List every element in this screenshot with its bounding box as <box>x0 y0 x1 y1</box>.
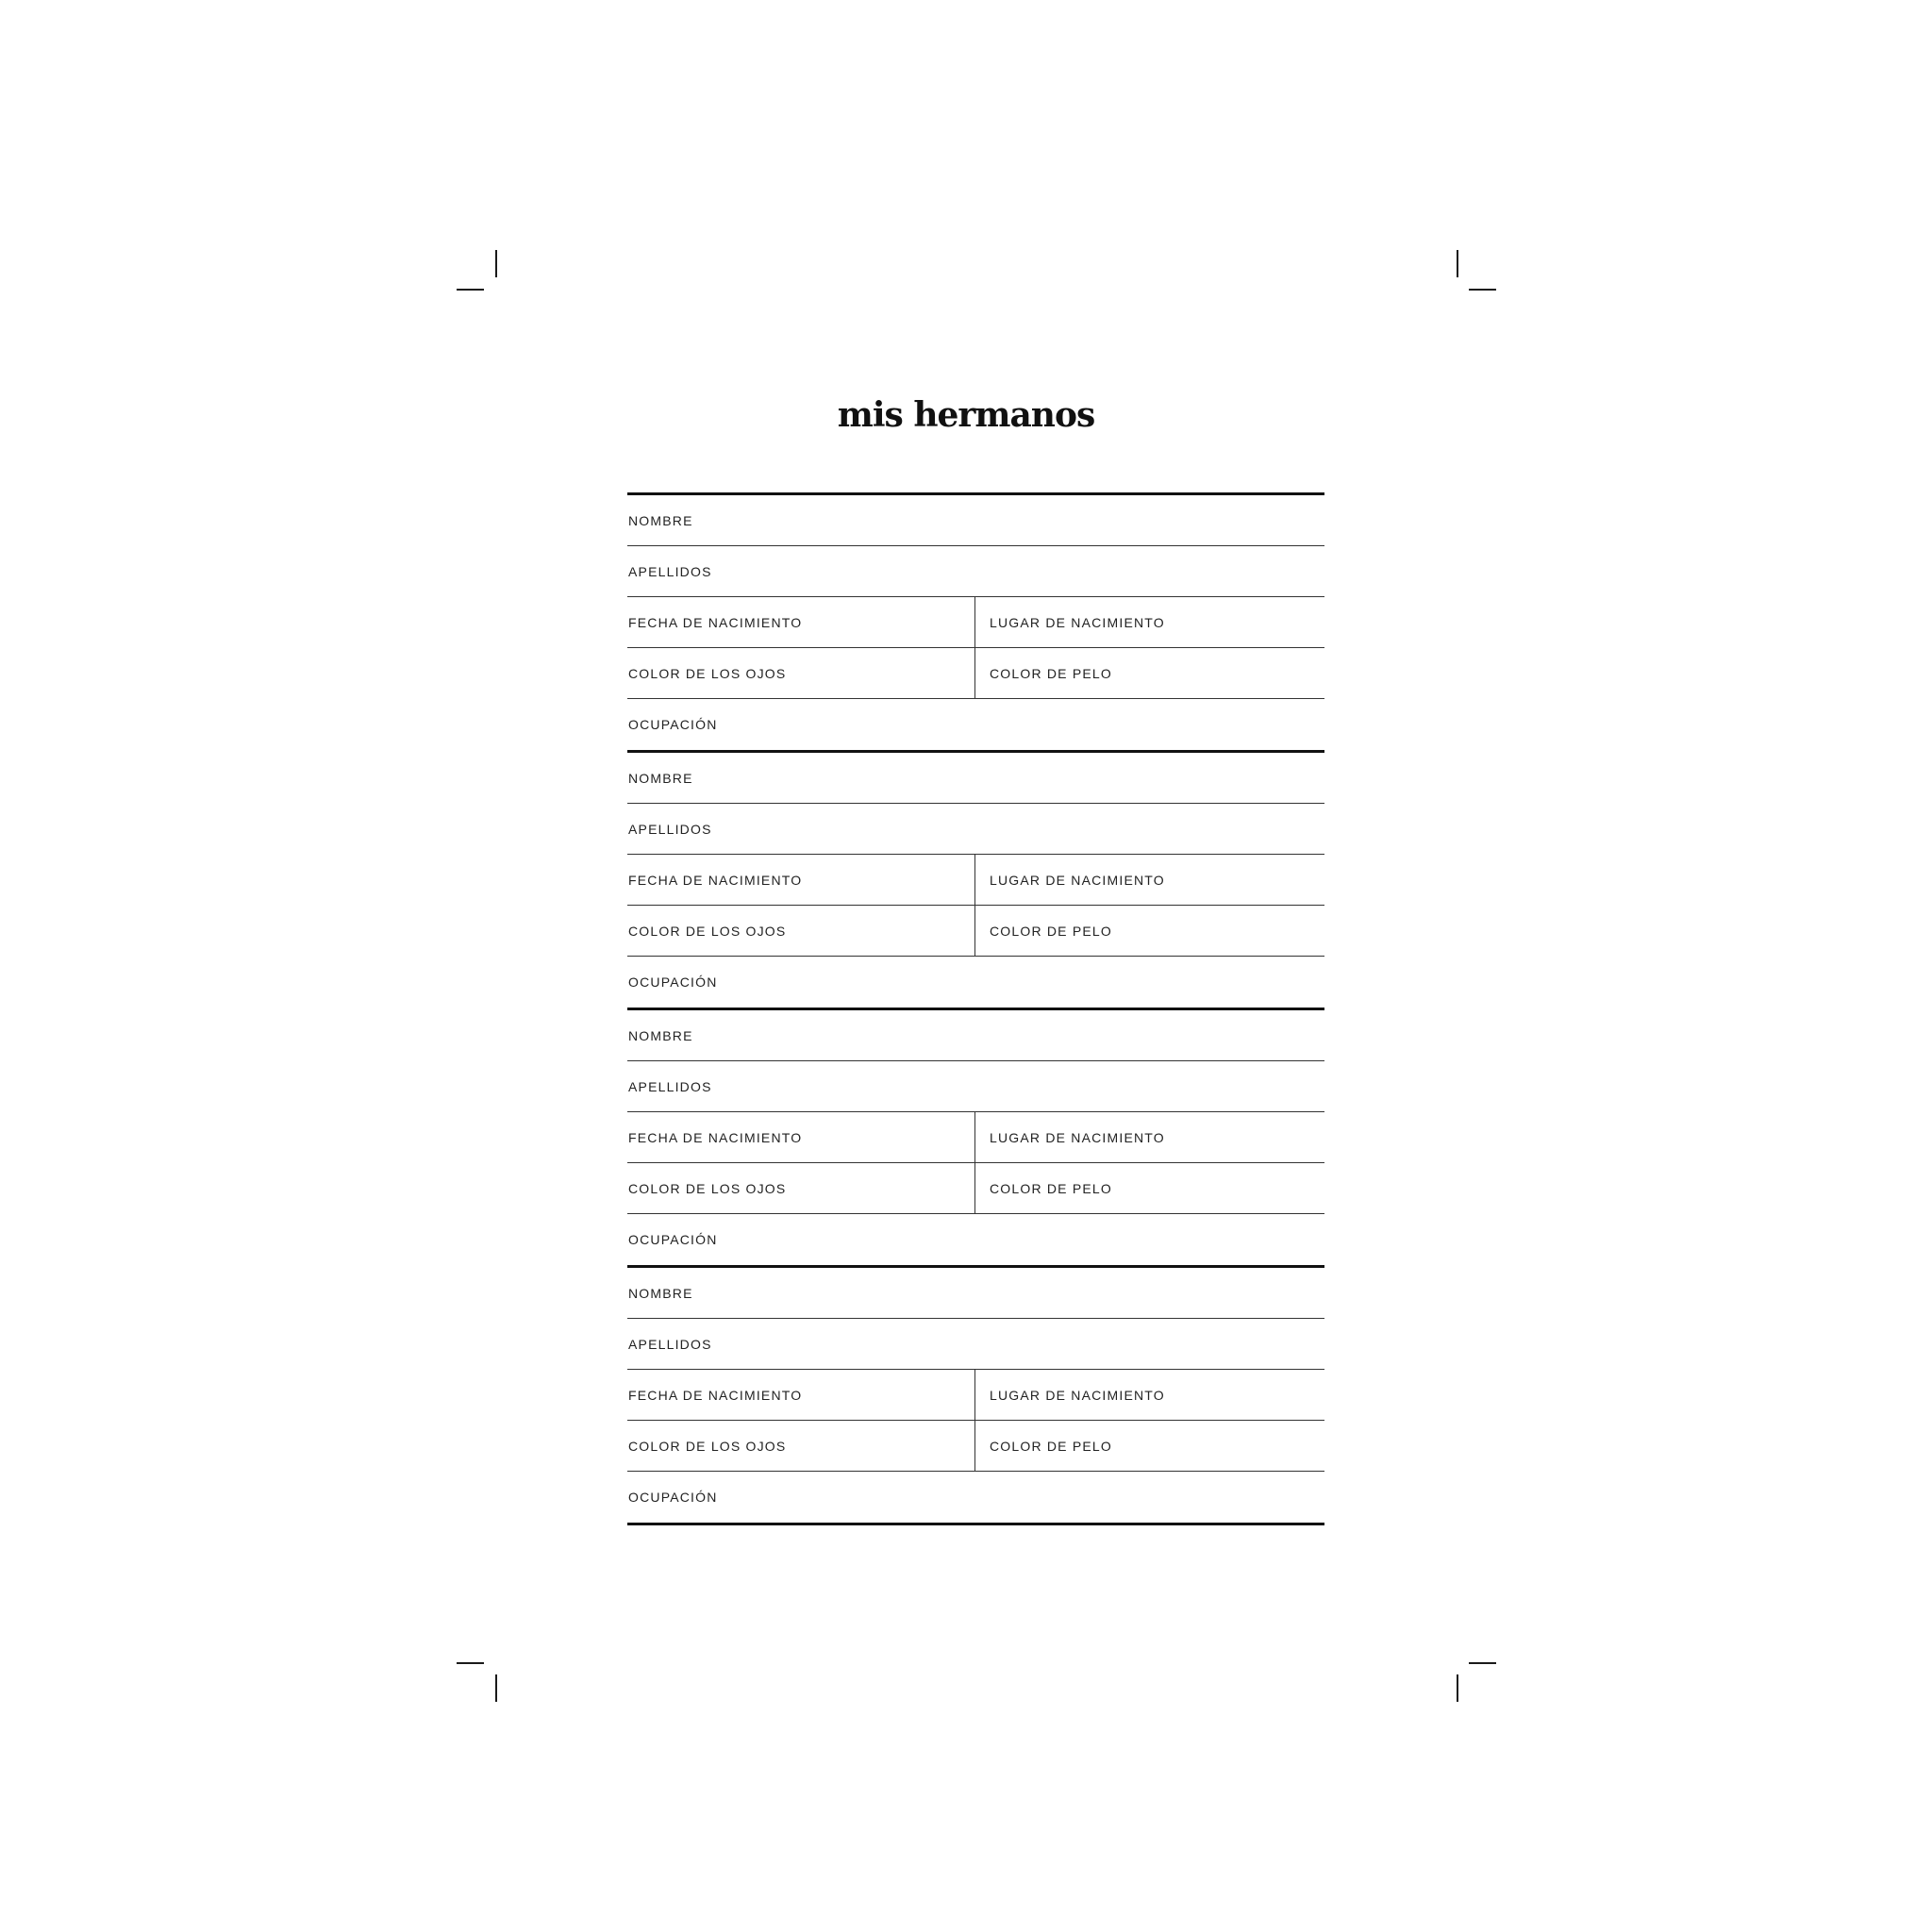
lugar-nacimiento-field[interactable] <box>975 1370 1324 1420</box>
color-ojos-field[interactable] <box>627 906 975 956</box>
sibling-block-1 <box>627 492 1324 750</box>
crop-mark-top-left-vertical <box>495 250 497 277</box>
fecha-nacimiento-label: FECHA DE NACIMIENTO <box>628 1129 803 1145</box>
color-pelo-label: COLOR DE PELO <box>990 1438 1112 1454</box>
lugar-nacimiento-label: LUGAR DE NACIMIENTO <box>990 614 1165 630</box>
color-pelo-label: COLOR DE PELO <box>990 665 1112 681</box>
appearance-row <box>627 906 1324 957</box>
nombre-label: NOMBRE <box>628 770 693 786</box>
crop-mark-bottom-right-vertical <box>1457 1674 1458 1702</box>
apellidos-row[interactable] <box>627 546 1324 597</box>
fecha-nacimiento-field[interactable] <box>627 855 975 905</box>
birth-row <box>627 597 1324 648</box>
ocupacion-row[interactable] <box>627 1214 1324 1265</box>
nombre-label: NOMBRE <box>628 512 693 528</box>
siblings-form <box>627 492 1324 1525</box>
crop-mark-bottom-left-horizontal <box>457 1662 484 1664</box>
nombre-label: NOMBRE <box>628 1027 693 1043</box>
birth-row <box>627 855 1324 906</box>
apellidos-label: APELLIDOS <box>628 1336 712 1352</box>
fecha-nacimiento-label: FECHA DE NACIMIENTO <box>628 1387 803 1403</box>
ocupacion-label: OCUPACIÓN <box>628 1232 718 1247</box>
nombre-label: NOMBRE <box>628 1285 693 1301</box>
color-ojos-label: COLOR DE LOS OJOS <box>628 665 787 681</box>
appearance-row <box>627 1163 1324 1214</box>
crop-mark-top-right-horizontal <box>1469 289 1496 291</box>
sibling-block-4 <box>627 1265 1324 1525</box>
nombre-row[interactable] <box>627 1268 1324 1319</box>
ocupacion-label: OCUPACIÓN <box>628 974 718 990</box>
color-pelo-field[interactable] <box>975 906 1324 956</box>
color-pelo-field[interactable] <box>975 1421 1324 1471</box>
apellidos-row[interactable] <box>627 1319 1324 1370</box>
page-title: mis hermanos <box>837 395 1095 435</box>
lugar-nacimiento-field[interactable] <box>975 855 1324 905</box>
crop-mark-bottom-right-horizontal <box>1469 1662 1496 1664</box>
fecha-nacimiento-field[interactable] <box>627 1112 975 1162</box>
lugar-nacimiento-field[interactable] <box>975 597 1324 647</box>
fecha-nacimiento-label: FECHA DE NACIMIENTO <box>628 872 803 888</box>
lugar-nacimiento-label: LUGAR DE NACIMIENTO <box>990 1129 1165 1145</box>
color-pelo-field[interactable] <box>975 1163 1324 1213</box>
apellidos-row[interactable] <box>627 1061 1324 1112</box>
color-pelo-label: COLOR DE PELO <box>990 1180 1112 1196</box>
birth-row <box>627 1112 1324 1163</box>
appearance-row <box>627 648 1324 699</box>
color-ojos-label: COLOR DE LOS OJOS <box>628 1180 787 1196</box>
color-ojos-field[interactable] <box>627 648 975 698</box>
nombre-row[interactable] <box>627 1010 1324 1061</box>
ocupacion-label: OCUPACIÓN <box>628 717 718 732</box>
lugar-nacimiento-field[interactable] <box>975 1112 1324 1162</box>
color-pelo-field[interactable] <box>975 648 1324 698</box>
color-ojos-field[interactable] <box>627 1163 975 1213</box>
apellidos-label: APELLIDOS <box>628 821 712 837</box>
crop-mark-bottom-left-vertical <box>495 1674 497 1702</box>
appearance-row <box>627 1421 1324 1472</box>
sibling-block-3 <box>627 1008 1324 1265</box>
color-pelo-label: COLOR DE PELO <box>990 923 1112 939</box>
sibling-block-2 <box>627 750 1324 1008</box>
fecha-nacimiento-label: FECHA DE NACIMIENTO <box>628 614 803 630</box>
ocupacion-label: OCUPACIÓN <box>628 1490 718 1505</box>
crop-mark-top-right-vertical <box>1457 250 1458 277</box>
fecha-nacimiento-field[interactable] <box>627 597 975 647</box>
color-ojos-label: COLOR DE LOS OJOS <box>628 923 787 939</box>
crop-mark-top-left-horizontal <box>457 289 484 291</box>
lugar-nacimiento-label: LUGAR DE NACIMIENTO <box>990 1387 1165 1403</box>
nombre-row[interactable] <box>627 495 1324 546</box>
color-ojos-field[interactable] <box>627 1421 975 1471</box>
birth-row <box>627 1370 1324 1421</box>
ocupacion-row[interactable] <box>627 957 1324 1008</box>
apellidos-row[interactable] <box>627 804 1324 855</box>
apellidos-label: APELLIDOS <box>628 1078 712 1094</box>
color-ojos-label: COLOR DE LOS OJOS <box>628 1438 787 1454</box>
fecha-nacimiento-field[interactable] <box>627 1370 975 1420</box>
ocupacion-row[interactable] <box>627 699 1324 750</box>
apellidos-label: APELLIDOS <box>628 563 712 579</box>
lugar-nacimiento-label: LUGAR DE NACIMIENTO <box>990 872 1165 888</box>
nombre-row[interactable] <box>627 753 1324 804</box>
ocupacion-row[interactable] <box>627 1472 1324 1523</box>
